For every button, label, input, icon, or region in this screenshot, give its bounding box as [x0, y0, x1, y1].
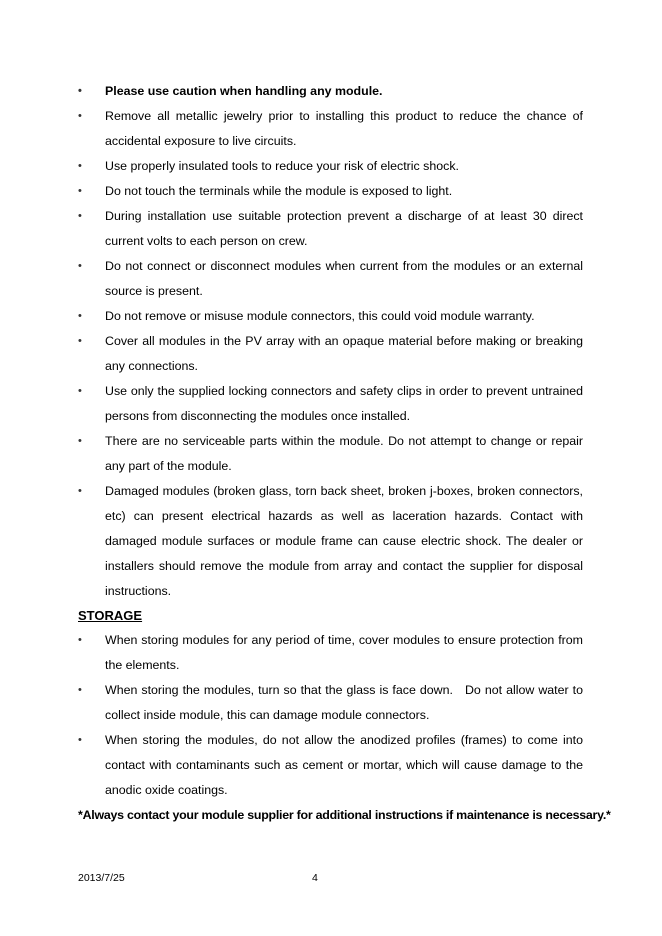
- footer-date: 2013/7/25: [78, 872, 125, 884]
- list-item: [78, 628, 583, 678]
- list-item: [78, 304, 583, 329]
- item-text: When storing the modules, turn so that the glass is face down. Do not allow water to collect inside module, this can damage module connectors.: [105, 683, 587, 722]
- bullet-icon: •: [78, 310, 82, 322]
- list-item: [78, 154, 583, 179]
- list-item: [78, 429, 583, 479]
- list-item: [78, 79, 583, 104]
- safety-list: [78, 79, 583, 604]
- bullet-icon: •: [78, 160, 82, 172]
- item-text: Remove all metallic jewelry prior to installing this product to reduce the chance of accidental exposure to live circuits.: [105, 109, 583, 148]
- list-item: [78, 329, 583, 379]
- bullet-icon: •: [78, 185, 82, 197]
- list-item: [78, 204, 583, 254]
- bullet-icon: •: [78, 385, 82, 397]
- item-text: Damaged modules (broken glass, torn back sheet, broken j-boxes, broken connectors, etc) can present electrical hazards as well as laceration hazards. Contact with damaged module surfaces or module frame can cause electric shock. The dealer or installers should remove the module from array and contact the supplier for disposal instructions.: [105, 484, 583, 598]
- bullet-icon: •: [78, 734, 82, 746]
- item-text: During installation use suitable protection prevent a discharge of at least 30 direct current volts to each person on crew.: [105, 209, 583, 248]
- item-text: There are no serviceable parts within the module. Do not attempt to change or repair any part of the module.: [105, 434, 583, 473]
- bullet-icon: •: [78, 634, 82, 646]
- list-item: [78, 379, 583, 429]
- list-item: [78, 104, 583, 154]
- bullet-icon: •: [78, 435, 82, 447]
- item-text: When storing the modules, do not allow the anodized profiles (frames) to come into contact with contaminants such as cement or mortar, which will cause damage to the anodic oxide coatings.: [105, 733, 583, 797]
- item-text: Cover all modules in the PV array with an opaque material before making or breaking any connections.: [105, 334, 583, 373]
- list-item: [78, 728, 583, 803]
- bullet-icon: •: [78, 85, 82, 97]
- list-item: [78, 678, 587, 728]
- bullet-icon: •: [78, 684, 82, 696]
- storage-list: [78, 628, 587, 803]
- list-item: [78, 254, 583, 304]
- item-text: When storing modules for any period of time, cover modules to ensure protection from the elements.: [105, 633, 583, 672]
- bullet-icon: •: [78, 260, 82, 272]
- bullet-icon: •: [78, 485, 82, 497]
- item-text: Please use caution when handling any module.: [105, 84, 383, 98]
- bullet-icon: •: [78, 110, 82, 122]
- item-text: Use only the supplied locking connectors and safety clips in order to prevent untrained persons from disconnecting the modules once installed.: [105, 384, 583, 423]
- closing-note: *Always contact your module supplier for additional instructions if maintenance is necessary.*: [78, 808, 611, 822]
- storage-heading: STORAGE: [78, 608, 143, 623]
- item-text: Do not connect or disconnect modules when current from the modules or an external source is present.: [105, 259, 583, 298]
- list-item: [78, 179, 583, 204]
- list-item: [78, 479, 583, 604]
- bullet-icon: •: [78, 210, 82, 222]
- item-text: Do not remove or misuse module connectors, this could void module warranty.: [105, 309, 535, 323]
- item-text: Use properly insulated tools to reduce your risk of electric shock.: [105, 159, 459, 173]
- page-number: 4: [312, 872, 318, 884]
- bullet-icon: •: [78, 335, 82, 347]
- item-text: Do not touch the terminals while the module is exposed to light.: [105, 184, 453, 198]
